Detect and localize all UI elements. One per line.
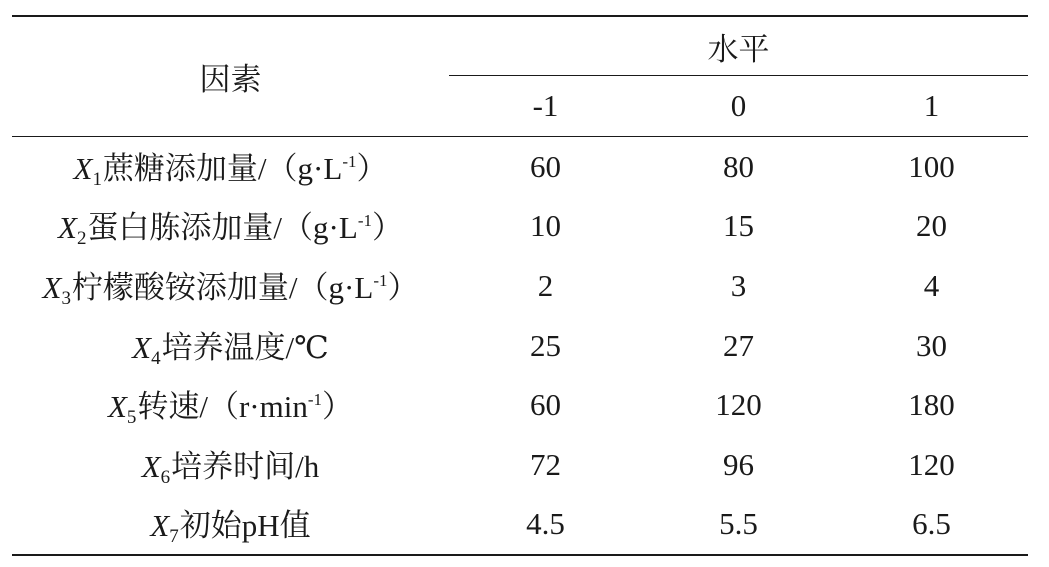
factor-name: 转速/（r·min [137,389,308,425]
unit-close: ） [356,150,388,186]
unit-exponent: -1 [373,270,388,290]
factor-cell [12,256,449,316]
table-row [12,137,1028,197]
level-value-cell: 120 [715,387,762,423]
factor-cell [12,197,449,257]
level-value-cell: 25 [530,327,561,363]
level-header-minus1: -1 [449,76,642,137]
factor-subscript: 2 [76,228,87,250]
factor-subscript: 3 [61,287,71,309]
factor-name: 培养时间/h [171,448,320,484]
level-value-cell: 6.5 [835,495,1028,556]
level-value-cell: 60 [530,387,561,423]
level-value-cell: 72 [530,446,561,482]
factor-variable: X [141,448,161,484]
factor-variable: X [73,150,93,186]
table-row [12,316,1028,376]
level-value-cell: 5.5 [642,495,835,556]
table-body [12,137,1028,556]
table-row [12,435,1028,495]
level-value-cell: 3 [730,267,747,303]
factor-variable: X [58,210,77,246]
factor-level-table [12,15,1028,556]
level-value-cell: 60 [530,148,561,184]
factor-header: 因素 [12,16,449,137]
factor-cell [12,495,449,556]
level-value-cell: 20 [916,208,948,244]
factor-cell [12,316,449,376]
unit-exponent: -1 [307,390,323,410]
factor-subscript: 7 [169,526,179,548]
unit-close: ） [322,389,354,425]
level-value-cell: 10 [530,208,561,244]
level-value-cell: 180 [908,387,955,423]
level-value-cell: 30 [916,327,948,363]
factor-subscript: 5 [126,407,137,429]
factor-variable: X [150,508,170,544]
factor-cell [12,137,449,197]
level-header-0: 0 [642,76,835,137]
level-value-cell: 2 [537,267,554,303]
factor-subscript: 6 [160,466,171,488]
factor-name: 培养温度/℃ [161,329,329,365]
table-row [12,495,1028,556]
level-value-cell: 100 [908,148,955,184]
factor-subscript: 1 [92,168,102,190]
level-value-cell: 4 [923,267,940,303]
factor-name: 蔗糖添加量/（g·L [102,150,343,186]
level-value-cell: 15 [723,208,754,244]
level-group-header: 水平 [449,16,1028,76]
factor-cell [12,375,449,435]
factor-name: 柠檬酸铵添加量/（g·L [71,269,374,305]
header-row-group [12,16,1028,76]
table-row [12,256,1028,316]
unit-close: ） [387,269,419,305]
level-value-cell: 80 [723,148,754,184]
level-value-cell: 4.5 [449,495,642,556]
level-header-1: 1 [835,76,1028,137]
factor-name: 蛋白胨添加量/（g·L [87,210,358,246]
unit-exponent: -1 [342,151,357,171]
factor-variable: X [107,389,127,425]
table-row [12,197,1028,257]
factor-subscript: 4 [151,347,161,369]
level-value-cell: 27 [723,327,754,363]
level-value-cell: 120 [908,446,955,482]
factor-variable: X [42,269,62,305]
unit-close: ） [371,210,403,246]
factor-name: 初始pH值 [179,508,311,544]
level-value-cell: 96 [723,446,754,482]
table-row [12,375,1028,435]
factor-variable: X [132,329,152,365]
unit-exponent: -1 [357,211,372,231]
factor-cell [12,435,449,495]
